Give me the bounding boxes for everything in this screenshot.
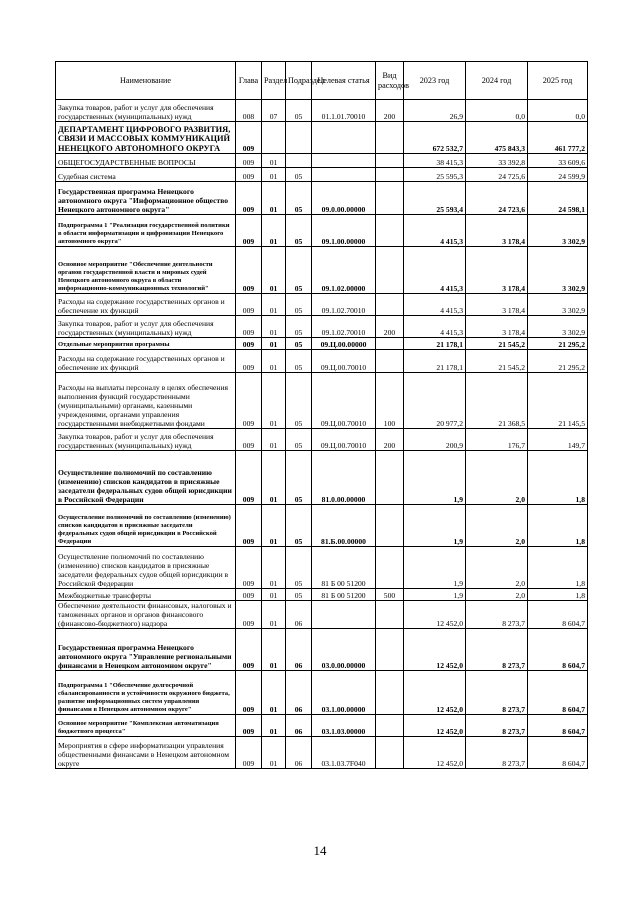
cell-razdel: 01: [262, 671, 286, 715]
cell-vid: [376, 182, 404, 215]
cell-name: Осуществление полномочий по составлению (изменению) списков кандидатов в присяжные заседатели федеральных судов общей юрисдикции в Российской Федерации: [56, 547, 236, 589]
cell-podrazdel: 05: [286, 182, 312, 215]
cell-vid: [376, 168, 404, 182]
cell-razdel: 01: [262, 547, 286, 589]
cell-razdel: [262, 122, 286, 154]
cell-name: ОБЩЕГОСУДАРСТВЕННЫЕ ВОПРОСЫ: [56, 154, 236, 168]
cell-2023: 4 415,3: [404, 247, 466, 294]
cell-2023: 1,9: [404, 451, 466, 505]
cell-vid: [376, 451, 404, 505]
cell-2023: 38 415,3: [404, 154, 466, 168]
cell-name: Подпрограмма 1 "Обеспечение долгосрочной сбалансированности и устойчивости окружного бюджета, развитие информационных систем управления финансами в Ненецком автономном округе": [56, 671, 236, 715]
cell-statya: [312, 122, 376, 154]
table-row: [56, 294, 588, 316]
cell-razdel: 01: [262, 338, 286, 350]
cell-2025: 1,8: [528, 589, 588, 601]
cell-2024: 3 178,4: [466, 316, 528, 338]
cell-vid: [376, 350, 404, 373]
table-row: [56, 737, 588, 769]
cell-2025: 21 295,2: [528, 350, 588, 373]
cell-2023: 4 415,3: [404, 316, 466, 338]
cell-name: Основное мероприятие "Обеспечение деятельности органов государственной власти и мировых судей Ненецкого автономного округа в области информационно-коммуникационных технологий": [56, 247, 236, 294]
cell-glava: 009: [236, 429, 262, 451]
table-row: [56, 451, 588, 505]
cell-vid: [376, 547, 404, 589]
cell-2023: 12 452,0: [404, 601, 466, 629]
cell-2024: 3 178,4: [466, 247, 528, 294]
cell-2023: 4 415,3: [404, 294, 466, 316]
cell-vid: 200: [376, 429, 404, 451]
cell-2025: 24 599,9: [528, 168, 588, 182]
cell-glava: 009: [236, 215, 262, 247]
cell-podrazdel: 05: [286, 294, 312, 316]
cell-glava: 008: [236, 100, 262, 122]
cell-2024: 21 545,2: [466, 350, 528, 373]
cell-2023: 4 415,3: [404, 215, 466, 247]
cell-glava: 009: [236, 247, 262, 294]
cell-2023: 200,9: [404, 429, 466, 451]
cell-2023: 25 595,3: [404, 168, 466, 182]
cell-2025: 1,8: [528, 505, 588, 547]
cell-2025: 0,0: [528, 100, 588, 122]
cell-2024: 475 843,3: [466, 122, 528, 154]
header-statya: Целевая статья: [312, 62, 376, 100]
cell-podrazdel: 05: [286, 429, 312, 451]
table-row: [56, 429, 588, 451]
cell-glava: 009: [236, 316, 262, 338]
cell-razdel: 01: [262, 505, 286, 547]
cell-name: Судебная система: [56, 168, 236, 182]
cell-name: Расходы на содержание государственных органов и обеспечение их функций: [56, 350, 236, 373]
cell-podrazdel: [286, 122, 312, 154]
cell-2023: 26,9: [404, 100, 466, 122]
table-row: [56, 182, 588, 215]
cell-2025: 3 302,9: [528, 316, 588, 338]
cell-statya: 09.Ц.00.70010: [312, 373, 376, 429]
cell-razdel: 01: [262, 429, 286, 451]
cell-2024: 2,0: [466, 505, 528, 547]
cell-statya: 09.0.00.00000: [312, 182, 376, 215]
header-row: [56, 62, 588, 100]
cell-podrazdel: 06: [286, 715, 312, 737]
cell-razdel: 01: [262, 451, 286, 505]
budget-table: [55, 61, 588, 769]
header-podrazdel: Подраздел: [286, 62, 312, 100]
cell-podrazdel: 06: [286, 671, 312, 715]
cell-podrazdel: 05: [286, 100, 312, 122]
table-row: [56, 247, 588, 294]
cell-vid: [376, 215, 404, 247]
cell-vid: 200: [376, 100, 404, 122]
cell-statya: [312, 168, 376, 182]
cell-2025: 8 604,7: [528, 601, 588, 629]
cell-2025: 3 302,9: [528, 215, 588, 247]
cell-2023: 1,9: [404, 589, 466, 601]
table-body: [56, 100, 588, 769]
table-row: [56, 505, 588, 547]
cell-statya: 03.1.03.7F040: [312, 737, 376, 769]
cell-statya: 09.Ц.00.70010: [312, 350, 376, 373]
header-2024: 2024 год: [466, 62, 528, 100]
cell-podrazdel: 06: [286, 629, 312, 671]
cell-2025: 8 604,7: [528, 715, 588, 737]
header-2025: 2025 год: [528, 62, 588, 100]
page-number: 14: [313, 843, 327, 858]
cell-glava: 009: [236, 182, 262, 215]
table-row: [56, 589, 588, 601]
table-row: [56, 154, 588, 168]
cell-glava: 009: [236, 168, 262, 182]
table-row: [56, 601, 588, 629]
cell-razdel: 01: [262, 373, 286, 429]
cell-razdel: 01: [262, 168, 286, 182]
cell-2024: 24 725,6: [466, 168, 528, 182]
cell-2023: 672 532,7: [404, 122, 466, 154]
cell-2025: 21 145,5: [528, 373, 588, 429]
header-glava: Глава: [236, 62, 262, 100]
cell-statya: [312, 154, 376, 168]
cell-glava: 009: [236, 451, 262, 505]
table-row: [56, 671, 588, 715]
cell-razdel: 07: [262, 100, 286, 122]
cell-2024: 21 368,5: [466, 373, 528, 429]
cell-2024: 8 273,7: [466, 737, 528, 769]
cell-vid: [376, 247, 404, 294]
cell-2023: 12 452,0: [404, 671, 466, 715]
cell-2025: 149,7: [528, 429, 588, 451]
table-row: [56, 122, 588, 154]
cell-2024: 8 273,7: [466, 715, 528, 737]
cell-2025: 8 604,7: [528, 737, 588, 769]
cell-razdel: 01: [262, 294, 286, 316]
cell-vid: [376, 715, 404, 737]
cell-glava: 009: [236, 294, 262, 316]
cell-glava: 009: [236, 589, 262, 601]
cell-name: Осуществление полномочий по составлению (изменению) списков кандидатов в присяжные заседатели федеральных судов общей юрисдикции в Российской Федерации: [56, 451, 236, 505]
cell-podrazdel: 05: [286, 589, 312, 601]
cell-glava: 009: [236, 505, 262, 547]
cell-statya: [312, 601, 376, 629]
cell-podrazdel: 05: [286, 547, 312, 589]
cell-razdel: 01: [262, 715, 286, 737]
cell-podrazdel: 06: [286, 737, 312, 769]
cell-razdel: 01: [262, 737, 286, 769]
cell-statya: 81 Б 00 51200: [312, 547, 376, 589]
cell-2025: 1,8: [528, 451, 588, 505]
table-row: [56, 338, 588, 350]
cell-name: Отдельные мероприятия программы: [56, 338, 236, 350]
cell-name: Закупка товаров, работ и услуг для обеспечения государственных (муниципальных) нужд: [56, 316, 236, 338]
cell-razdel: 01: [262, 182, 286, 215]
cell-statya: 09.Ц.00.00000: [312, 338, 376, 350]
cell-2025: 3 302,9: [528, 294, 588, 316]
cell-podrazdel: 05: [286, 247, 312, 294]
cell-glava: 009: [236, 737, 262, 769]
cell-2023: 12 452,0: [404, 715, 466, 737]
header-2023: 2023 год: [404, 62, 466, 100]
cell-podrazdel: 05: [286, 316, 312, 338]
table-row: [56, 215, 588, 247]
cell-2023: 25 593,4: [404, 182, 466, 215]
cell-vid: [376, 505, 404, 547]
cell-2024: 21 545,2: [466, 338, 528, 350]
cell-2024: 0,0: [466, 100, 528, 122]
cell-name: Основное мероприятие "Комплексная автоматизация бюджетного процесса": [56, 715, 236, 737]
cell-2023: 12 452,0: [404, 737, 466, 769]
cell-2024: 8 273,7: [466, 671, 528, 715]
cell-statya: 01.1.01.70010: [312, 100, 376, 122]
cell-razdel: 01: [262, 154, 286, 168]
cell-razdel: 01: [262, 629, 286, 671]
cell-vid: 200: [376, 316, 404, 338]
cell-2025: 8 604,7: [528, 629, 588, 671]
cell-glava: 009: [236, 338, 262, 350]
cell-razdel: 01: [262, 316, 286, 338]
cell-glava: 009: [236, 715, 262, 737]
cell-podrazdel: 05: [286, 505, 312, 547]
cell-2023: 1,9: [404, 547, 466, 589]
cell-podrazdel: 05: [286, 338, 312, 350]
cell-2024: 3 178,4: [466, 215, 528, 247]
table-row: [56, 168, 588, 182]
header-vid: Вид расходов: [376, 62, 404, 100]
cell-2024: 24 723,6: [466, 182, 528, 215]
cell-statya: 09.Ц.00.70010: [312, 429, 376, 451]
cell-glava: 009: [236, 373, 262, 429]
table-row: [56, 316, 588, 338]
cell-2025: 461 777,2: [528, 122, 588, 154]
cell-podrazdel: 05: [286, 215, 312, 247]
cell-2023: 12 452,0: [404, 629, 466, 671]
header-razdel: Раздел: [262, 62, 286, 100]
cell-name: Закупка товаров, работ и услуг для обеспечения государственных (муниципальных) нужд: [56, 429, 236, 451]
cell-statya: 03.1.00.00000: [312, 671, 376, 715]
cell-2023: 1,9: [404, 505, 466, 547]
cell-name: Мероприятия в сфере информатизации управления общественными финансами в Ненецком автономном округе: [56, 737, 236, 769]
cell-statya: 81 Б 00 51200: [312, 589, 376, 601]
cell-statya: 03.1.03.00000: [312, 715, 376, 737]
cell-name: Государственная программа Ненецкого автономного округа "Управление региональными финансами в Ненецком автономном округе": [56, 629, 236, 671]
cell-razdel: 01: [262, 601, 286, 629]
cell-glava: 009: [236, 547, 262, 589]
cell-statya: 09.1.02.70010: [312, 294, 376, 316]
cell-2024: 8 273,7: [466, 601, 528, 629]
cell-name: Обеспечение деятельности финансовых, налоговых и таможенных органов и органов финансового (финансово-бюджетного) надзора: [56, 601, 236, 629]
cell-2025: 1,8: [528, 547, 588, 589]
cell-statya: 09.1.02.00000: [312, 247, 376, 294]
cell-2023: 20 977,2: [404, 373, 466, 429]
cell-2025: 8 604,7: [528, 671, 588, 715]
cell-razdel: 01: [262, 350, 286, 373]
cell-name: Осуществление полномочий по составлению (изменению) списков кандидатов в присяжные заседатели федеральных судов общей юрисдикции в Российской Федерации: [56, 505, 236, 547]
table-row: [56, 350, 588, 373]
cell-vid: [376, 338, 404, 350]
cell-2023: 21 178,1: [404, 350, 466, 373]
table-row: [56, 715, 588, 737]
cell-vid: 100: [376, 373, 404, 429]
cell-2024: 2,0: [466, 547, 528, 589]
table-row: [56, 629, 588, 671]
cell-2025: 3 302,9: [528, 247, 588, 294]
cell-podrazdel: 06: [286, 601, 312, 629]
cell-vid: [376, 629, 404, 671]
cell-glava: 009: [236, 671, 262, 715]
cell-2023: 21 178,1: [404, 338, 466, 350]
cell-2024: 2,0: [466, 451, 528, 505]
cell-statya: 09.1.02.70010: [312, 316, 376, 338]
cell-glava: 009: [236, 122, 262, 154]
cell-vid: [376, 671, 404, 715]
cell-2024: 176,7: [466, 429, 528, 451]
cell-2025: 33 609,6: [528, 154, 588, 168]
table-row: [56, 100, 588, 122]
cell-2024: 8 273,7: [466, 629, 528, 671]
cell-vid: [376, 294, 404, 316]
cell-podrazdel: 05: [286, 350, 312, 373]
cell-podrazdel: 05: [286, 451, 312, 505]
cell-name: Подпрограмма 1 "Реализация государственной политики в области информатизации и цифровизации Ненецкого автономного округа": [56, 215, 236, 247]
cell-glava: 009: [236, 350, 262, 373]
cell-razdel: 01: [262, 247, 286, 294]
cell-vid: [376, 737, 404, 769]
cell-glava: 009: [236, 601, 262, 629]
cell-2024: 2,0: [466, 589, 528, 601]
cell-2024: 33 392,8: [466, 154, 528, 168]
cell-vid: 500: [376, 589, 404, 601]
cell-razdel: 01: [262, 215, 286, 247]
cell-glava: 009: [236, 154, 262, 168]
cell-glava: 009: [236, 629, 262, 671]
cell-vid: [376, 122, 404, 154]
cell-name: Межбюджетные трансферты: [56, 589, 236, 601]
cell-name: Государственная программа Ненецкого автономного округа "Информационное общество Ненецкого автономного округа": [56, 182, 236, 215]
cell-name: Расходы на выплаты персоналу в целях обеспечения выполнения функций государственными (муниципальными) органами, казенными учреждениями, органами управления государственными внебюджетными фондами: [56, 373, 236, 429]
cell-podrazdel: [286, 154, 312, 168]
table-row: [56, 373, 588, 429]
cell-2025: 24 598,1: [528, 182, 588, 215]
cell-razdel: 01: [262, 589, 286, 601]
cell-podrazdel: 05: [286, 168, 312, 182]
cell-2024: 3 178,4: [466, 294, 528, 316]
cell-vid: [376, 601, 404, 629]
cell-statya: 81.Б.00.00000: [312, 505, 376, 547]
cell-vid: [376, 154, 404, 168]
cell-name: ДЕПАРТАМЕНТ ЦИФРОВОГО РАЗВИТИЯ, СВЯЗИ И МАССОВЫХ КОММУНИКАЦИЙ НЕНЕЦКОГО АВТОНОМНОГО ОКРУГА: [56, 122, 236, 154]
cell-podrazdel: 05: [286, 373, 312, 429]
header-name: Наименование: [56, 62, 236, 100]
cell-name: Закупка товаров, работ и услуг для обеспечения государственных (муниципальных) нужд: [56, 100, 236, 122]
table-row: [56, 547, 588, 589]
cell-statya: 03.0.00.00000: [312, 629, 376, 671]
cell-name: Расходы на содержание государственных органов и обеспечение их функций: [56, 294, 236, 316]
cell-statya: 09.1.00.00000: [312, 215, 376, 247]
cell-statya: 81.0.00.00000: [312, 451, 376, 505]
cell-2025: 21 295,2: [528, 338, 588, 350]
